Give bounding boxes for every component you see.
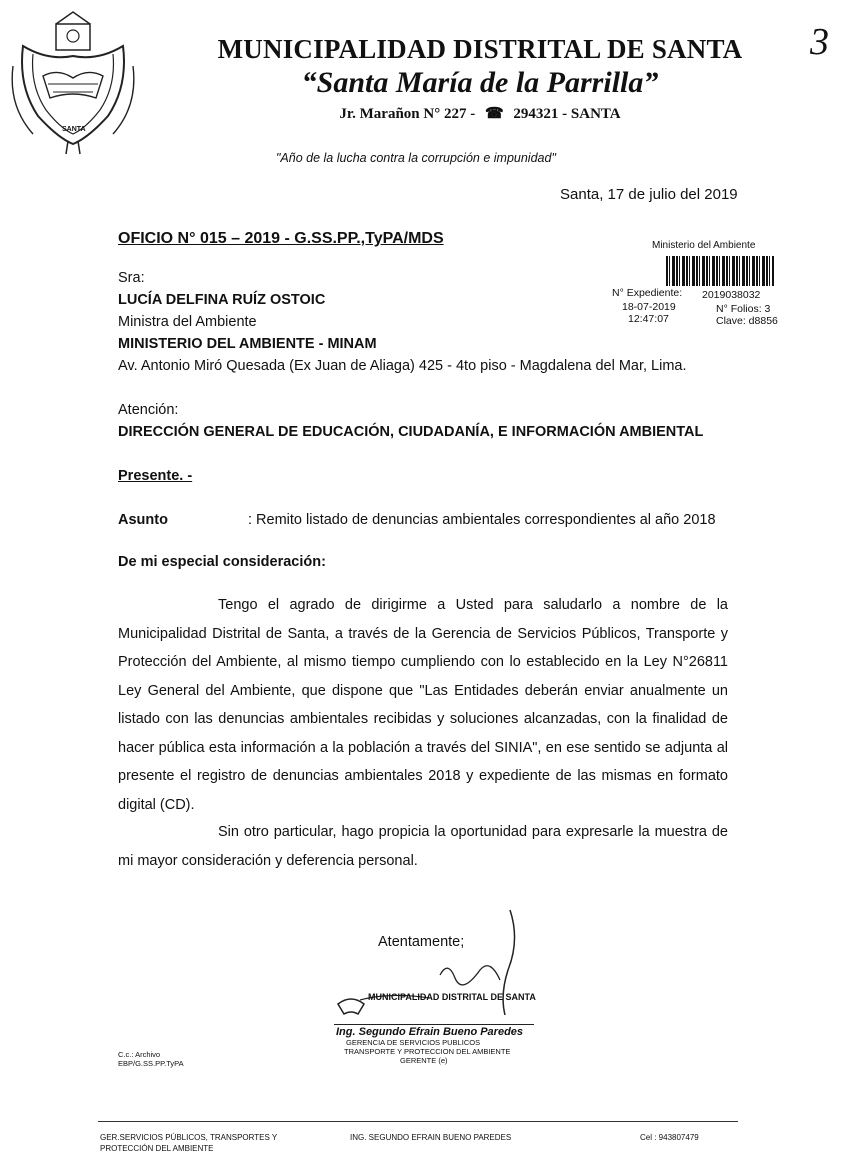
signatory-title-3: GERENTE (e) bbox=[400, 1056, 448, 1065]
year-motto: "Año de la lucha contra la corrupción e impunidad" bbox=[276, 151, 556, 165]
signature-stamp-entity: MUNICIPALIDAD DISTRITAL DE SANTA bbox=[368, 992, 536, 1002]
expediente-label: N° Expediente: bbox=[612, 287, 683, 299]
address-street: Jr. Marañon N° 227 - bbox=[339, 106, 476, 122]
attention-value: DIRECCIÓN GENERAL DE EDUCACIÓN, CIUDADANÍA, E INFORMACIÓN AMBIENTAL bbox=[118, 424, 704, 440]
attention-label: Atención: bbox=[118, 402, 179, 418]
presente-label: Presente. - bbox=[118, 468, 193, 484]
seal-label: SANTA bbox=[62, 126, 86, 133]
signatory-title-1: GERENCIA DE SERVICIOS PUBLICOS bbox=[346, 1038, 481, 1047]
footer-department-1: GER.SERVICIOS PÚBLICOS, TRANSPORTES Y bbox=[100, 1133, 278, 1142]
footer-divider bbox=[98, 1121, 738, 1122]
municipality-slogan: “Santa María de la Parrilla” bbox=[301, 66, 659, 99]
stamp-time: 12:47:07 bbox=[628, 313, 669, 325]
recipient-address: Av. Antonio Miró Quesada (Ex Juan de Aliaga) 425 - 4to piso - Magdalena del Mar, Lima. bbox=[118, 358, 687, 374]
body-paragraph-1: Tengo el agrado de dirigirme a Usted para saludarlo a nombre de la Municipalidad Distrital de Santa, a través de la Gerencia de Servicios Públicos, Transporte y Protección del Ambiente, al mismo tiempo cumpliendo con lo establecido en la Ley N°26811 Ley General del Ambiente, que dispone que "Las Entidades deberán enviar anualmente un listado con las denuncias ambientales recibidas y soluciones alcanzadas, con la finalidad de hacer pública esta información a la población a través del SINIA", en ese sentido se adjunta al presente el registro de denuncias ambientales 2018 y expediente de las mismas en formato digital (CD). bbox=[118, 597, 728, 813]
reception-stamp-title: Ministerio del Ambiente bbox=[652, 240, 756, 251]
signature-line bbox=[334, 1024, 534, 1025]
signatory-name: Ing. Segundo Efrain Bueno Paredes bbox=[336, 1026, 524, 1038]
footer-phone: Cel : 943807479 bbox=[640, 1133, 699, 1142]
stamp-clave: Clave: d8856 bbox=[716, 315, 778, 327]
municipality-title: MUNICIPALIDAD DISTRITAL DE SANTA bbox=[217, 34, 743, 64]
closing: Atentamente; bbox=[378, 934, 465, 950]
oficio-number: OFICIO N° 015 – 2019 - G.SS.PP.,TyPA/MDS bbox=[118, 230, 444, 247]
stamp-date: 18-07-2019 bbox=[622, 301, 676, 313]
subject-label: Asunto bbox=[118, 512, 168, 528]
cc-line-2: EBP/G.SS.PP.TyPA bbox=[118, 1059, 184, 1068]
signature-block bbox=[330, 900, 550, 1050]
recipient-name: LUCÍA DELFINA RUÍZ OSTOIC bbox=[118, 292, 326, 308]
barcode-icon bbox=[666, 256, 774, 286]
municipal-emblem-icon bbox=[336, 994, 366, 1018]
recipient-role: Ministra del Ambiente bbox=[118, 314, 257, 330]
municipality-address bbox=[300, 104, 660, 123]
letter-date: Santa, 17 de julio del 2019 bbox=[560, 186, 738, 203]
cc-line-1: C.c.: Archivo bbox=[118, 1050, 161, 1059]
body-paragraph-2: Sin otro particular, hago propicia la oportunidad para expresarle la muestra de mi mayor consideración y deferencia personal. bbox=[118, 824, 728, 869]
greeting: De mi especial consideración: bbox=[118, 554, 326, 570]
recipient-organization: MINISTERIO DEL AMBIENTE - MINAM bbox=[118, 336, 377, 352]
recipient-salutation: Sra: bbox=[118, 270, 145, 286]
footer-responsible: ING. SEGUNDO EFRAIN BUENO PAREDES bbox=[350, 1133, 512, 1142]
phone-icon: ☎ bbox=[484, 106, 504, 122]
expediente-number: 2019038032 bbox=[702, 289, 761, 301]
footer-department-2: PROTECCIÓN DEL AMBIENTE bbox=[100, 1144, 214, 1153]
address-phone: 294321 - SANTA bbox=[513, 106, 621, 122]
signatory-title-2: TRANSPORTE Y PROTECCION DEL AMBIENTE bbox=[344, 1047, 511, 1056]
subject-value: : Remito listado de denuncias ambientales correspondientes al año 2018 bbox=[248, 512, 716, 528]
municipal-seal bbox=[8, 6, 138, 154]
page-number-handwritten: 3 bbox=[810, 21, 829, 63]
stamp-folios: N° Folios: 3 bbox=[716, 303, 771, 315]
